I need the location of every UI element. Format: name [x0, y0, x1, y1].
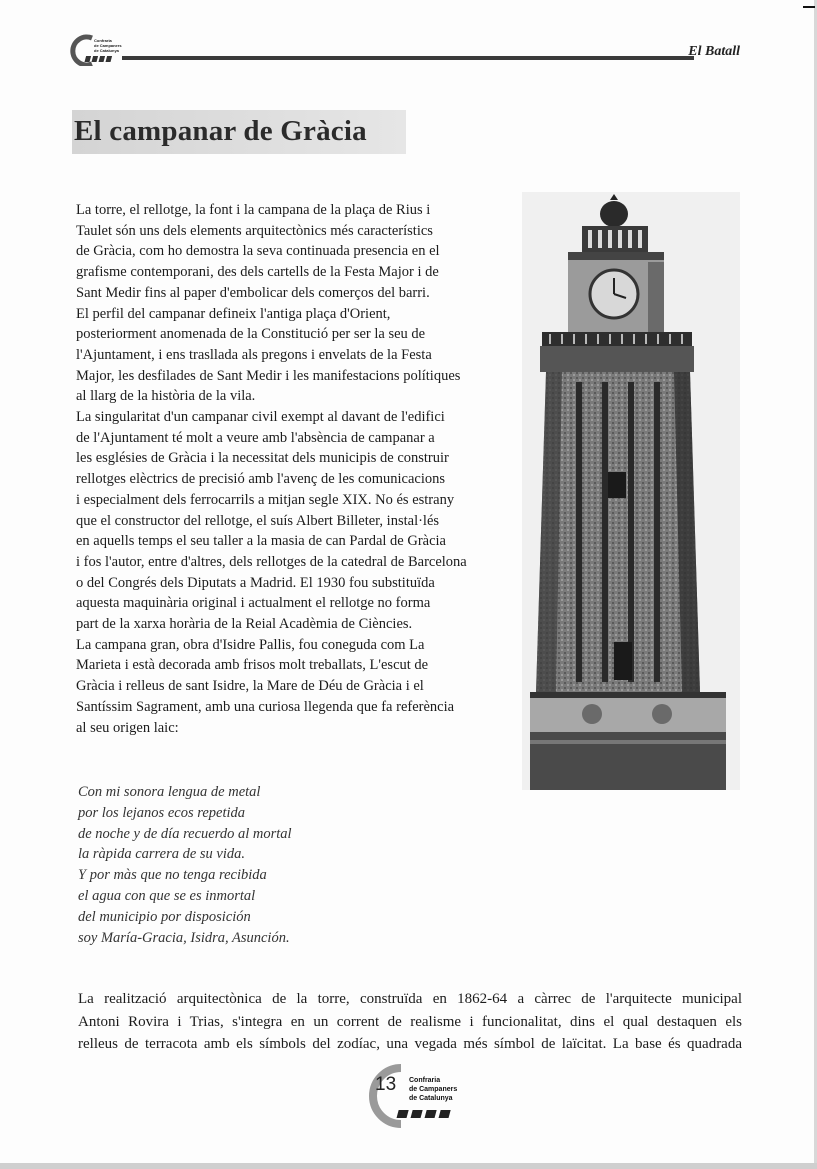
article-body: [76, 200, 496, 738]
poem: [78, 782, 418, 948]
logo-line: de Campaners: [94, 43, 122, 48]
closing-line: relleus de terracota amb els símbols del zodíac, una vegada més símbol de laïcitat. La base és quadrada: [78, 1036, 742, 1052]
body-line: de l'Ajuntament té molt a veure amb l'absència de campanar a: [76, 429, 435, 446]
poem-line: por los lejanos ecos repetida: [78, 804, 245, 821]
footer-org-line: de Catalunya: [409, 1095, 453, 1102]
body-line: rellotges elèctrics de precisió amb l'avenç de les comunicacions: [76, 471, 445, 488]
body-line: Major, les desfilades de Sant Medir i les manifestacions polítiques: [76, 367, 461, 384]
body-line: en aquells temps el seu taller a la masia de can Pardal de Gràcia: [76, 533, 446, 550]
poem-line: soy María-Gracia, Isidra, Asunción.: [78, 929, 290, 946]
body-line: o del Congrés dels Diputats a Madrid. El 1930 fou substituïda: [76, 574, 435, 591]
closing-paragraph: [78, 988, 742, 1056]
body-line: de Gràcia, com ho demostra la seva continuada presencia en el: [76, 243, 440, 260]
closing-line: Antoni Rovira i Trias, s'integra en un corrent de realisme i funcionalitat, dins el qual destaquen els: [78, 1013, 742, 1030]
page-number: 13: [375, 1074, 397, 1095]
footer-org-line: de Campaners: [409, 1086, 458, 1093]
scan-mark: [803, 6, 815, 8]
bell-tower-photo: [522, 192, 740, 790]
footer-org-name: [409, 1076, 457, 1103]
publication-name: El Batall: [688, 44, 740, 59]
page-footer: [355, 1064, 485, 1128]
header-rule: [122, 56, 694, 60]
logo-line: Confraria: [94, 38, 112, 43]
body-line: al llarg de la història de la vila.: [76, 388, 256, 405]
poem-line: Con mi sonora lengua de metal: [78, 784, 261, 800]
body-line: part de la xarxa horària de la Reial Acadèmia de Ciències.: [76, 616, 413, 633]
poem-line: el agua con que se es inmortal: [78, 887, 256, 904]
poem-line: de noche y de día recuerdo al mortal: [78, 825, 292, 842]
body-line: Gràcia i relleus de sant Isidre, la Mare de Déu de Gràcia i el: [76, 678, 424, 695]
poem-line: la ràpida carrera de su vida.: [78, 846, 246, 863]
body-line: La torre, el rellotge, la font i la campana de la plaça de Rius i: [76, 202, 431, 218]
body-line: l'Ajuntament, i ens trasllada als pregons i envelats de la Festa: [76, 346, 432, 363]
article-title: El campanar de Gràcia: [74, 115, 367, 147]
body-line: El perfil del campanar defineix l'antiga plaça d'Orient,: [76, 305, 391, 322]
body-line: aquesta maquinària original i actualment el rellotge no forma: [76, 595, 431, 612]
body-line: Marieta i està decorada amb frisos molt treballats, L'escut de: [76, 657, 429, 674]
body-line: les esglésies de Gràcia i la necessitat dels municipis de construir: [76, 450, 449, 467]
body-line: posteriorment anomenada de la Constitució per ser la seu de: [76, 326, 426, 343]
body-line: Taulet són uns dels elements arquitectònics més característics: [76, 222, 433, 239]
body-line: al seu origen laic:: [76, 719, 179, 736]
body-line: Sant Medir fins al paper d'embolicar dels comerços del barri.: [76, 284, 430, 301]
footer-org-line: Confraria: [409, 1077, 441, 1084]
logo-line: de Catalunya: [94, 48, 119, 53]
body-line: i fos l'autor, entre d'altres, dels rellotges de la catedral de Barcelona: [76, 553, 467, 570]
body-line: grafisme contemporani, des dels cartells de la Festa Major i de: [76, 264, 439, 281]
body-line: i especialment dels ferrocarrils a mitjan segle XIX. No és estrany: [76, 491, 455, 508]
page-header: [70, 34, 740, 70]
page-bottom-shadow: [0, 1163, 817, 1169]
body-line: La singularitat d'un campanar civil exempt al davant de l'edifici: [76, 409, 445, 426]
closing-line: La realització arquitectònica de la torre, construïda en 1862-64 a càrrec de l'arquitecte municipal: [78, 991, 742, 1007]
body-line: que el constructor del rellotge, el suís Albert Billeter, instal·lés: [76, 512, 440, 529]
confraria-logo-icon: [70, 34, 126, 66]
poem-line: del municipio por disposición: [78, 908, 251, 925]
poem-line: Y por màs que no tenga recibida: [78, 867, 267, 884]
body-line: La campana gran, obra d'Isidre Pallis, fou coneguda com La: [76, 636, 425, 653]
body-line: Santíssim Sagrament, amb una curiosa llegenda que fa referència: [76, 698, 455, 715]
bell-tower-illustration: [522, 192, 740, 790]
